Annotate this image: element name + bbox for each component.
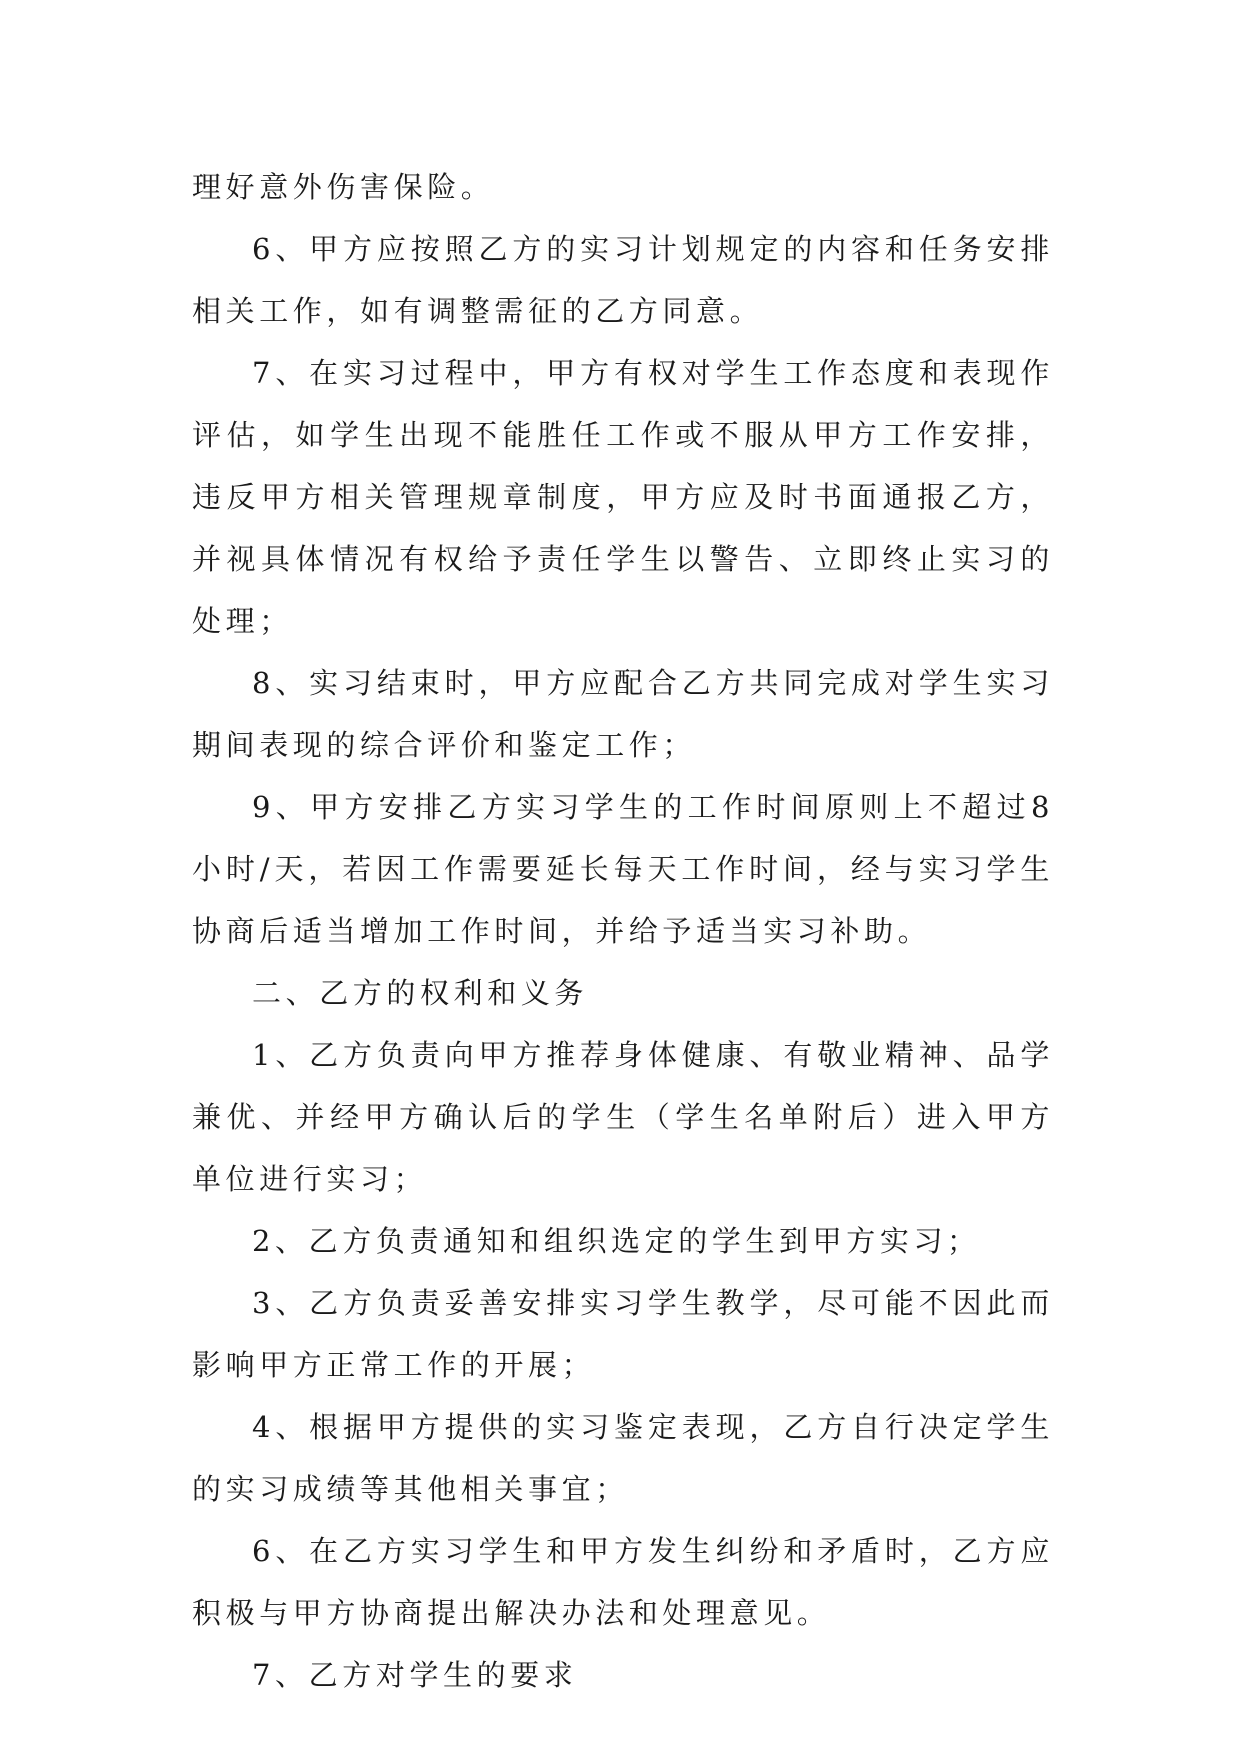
- document-body: [192, 156, 1054, 1706]
- paragraph-party-b-item-3: 3、乙方负责妥善安排实习学生教学，尽可能不因此而影响甲方正常工作的开展；: [192, 1286, 1054, 1382]
- paragraph-insurance-continuation: 理好意外伤害保险。: [192, 170, 495, 204]
- paragraph-party-a-item-7: 7、在实习过程中，甲方有权对学生工作态度和表现作评估，如学生出现不能胜任工作或不服从甲方工作安排，违反甲方相关管理规章制度，甲方应及时书面通报乙方，并视具体情况有权给予责任学生以警告、立即终止实习的处理；: [192, 356, 1054, 638]
- paragraph-party-a-item-8: 8、实习结束时，甲方应配合乙方共同完成对学生实习期间表现的综合评价和鉴定工作；: [192, 666, 1054, 762]
- paragraph-party-b-item-1: 1、乙方负责向甲方推荐身体健康、有敬业精神、品学兼优、并经甲方确认后的学生（学生名单附后）进入甲方单位进行实习；: [192, 1038, 1054, 1196]
- paragraph-party-b-item-4: 4、根据甲方提供的实习鉴定表现，乙方自行决定学生的实习成绩等其他相关事宜；: [192, 1410, 1054, 1506]
- paragraph-party-a-item-9: 9、甲方安排乙方实习学生的工作时间原则上不超过8小时/天，若因工作需要延长每天工作时间，经与实习学生协商后适当增加工作时间，并给予适当实习补助。: [192, 790, 1054, 948]
- paragraph-party-b-item-6: 6、在乙方实习学生和甲方发生纠纷和矛盾时，乙方应积极与甲方协商提出解决办法和处理意见。: [192, 1534, 1054, 1630]
- section-heading-party-b: 二、乙方的权利和义务: [252, 976, 589, 1010]
- paragraph-party-b-item-2: 2、乙方负责通知和组织选定的学生到甲方实习；: [252, 1224, 981, 1258]
- paragraph-party-b-item-7: 7、乙方对学生的要求: [252, 1658, 578, 1692]
- paragraph-party-a-item-6: 6、甲方应按照乙方的实习计划规定的内容和任务安排相关工作，如有调整需征的乙方同意。: [192, 232, 1054, 328]
